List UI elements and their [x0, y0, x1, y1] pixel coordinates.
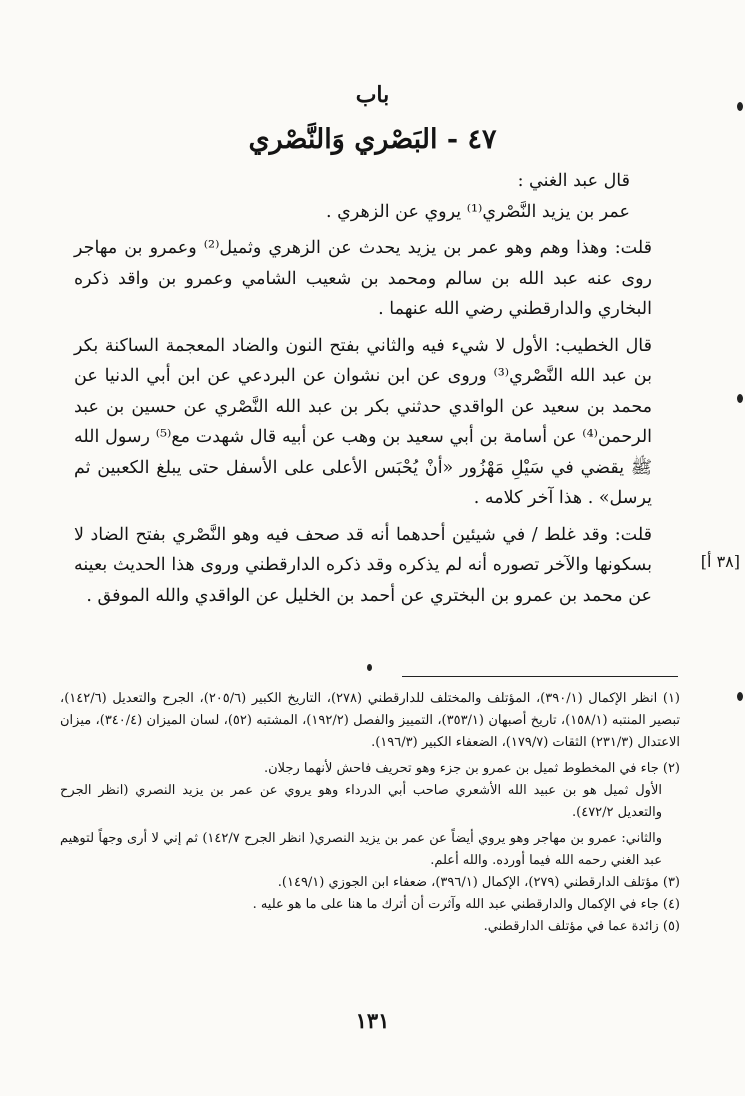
footnote-2: (٢) جاء في المخطوط ثميل بن عمرو بن جزء وهو تحريف فاحش لأنهما رجلان.: [263, 761, 680, 776]
paragraph-4: قال الخطيب: الأول لا شيء فيه والثاني بفتح النون والضاد المعجمة الساكنة بكر بن عبد الله النَّصْري⁽³⁾ وروى عن ابن نشوان عن البردعي عن ابن أبي الدنيا عن محمد بن سعيد عن الواقدي حدثني بكر بن عبد الله النَّصْري عن حسين بن عبد الرحمن⁽⁴⁾ عن أسامة بن أبي سعيد بن وهب عن أبيه قال شهدت مع⁽⁵⁾ رسول الله ﷺ يقضي في سَيْلِ مَهْزُور «أنْ يُحْبَس الأعلى على الأسفل حتى يبلغ الكعبين ثم يرسل» . هذا آخر كلامه .: [74, 335, 653, 508]
chapter-heading: باب: [355, 82, 390, 108]
footnote-2-part-2: والثاني: عمرو بن مهاجر وهو يروي أيضاً عن عمر بن يزيد النصري( انظر الجرح ١٤٢/٧) ثم إني لا أرى وجهاً لتوهيم عبد الغني رحمه الله فيما أورده. والله أعلم.: [60, 831, 662, 868]
margin-dot: [737, 102, 743, 111]
margin-dot: [737, 394, 743, 403]
main-text: [74, 166, 680, 611]
manuscript-folio-marker: [٣٨ أ]: [700, 552, 740, 571]
chapter-title: ٤٧ - البَصْري وَالنَّصْري: [248, 124, 497, 155]
footnote-3: (٣) مؤتلف الدارقطني (٢٧٩)، الإكمال (٣٩٦/١)، ضعفاء ابن الجوزي (١٤٩/١).: [277, 875, 680, 890]
paragraph-1: قال عبد الغني :: [517, 171, 630, 191]
margin-dot: [737, 692, 743, 701]
center-dot: [367, 664, 372, 671]
paragraph-3: قلت: وهذا وهم وهو عمر بن يزيد يحدث عن الزهري وثميل⁽²⁾ وعمرو بن مهاجر روى عنه عبد الله بن سالم ومحمد بن شعيب الشامي وعمرو بن واقد ذكره البخاري والدارقطني رضي الله عنهما .: [74, 238, 652, 319]
footnote-2-part-1: الأول ثميل هو بن عبيد الله الأشعري صاحب أبي الدرداء وهو يروي عن عمر بن يزيد النصري (انظر الجرح والتعديل ٤٧٢/٢).: [60, 783, 662, 820]
footnote-4: (٤) جاء في الإكمال والدارقطني عبد الله وآثرت أن أترك ما هنا على ما هو عليه .: [252, 897, 680, 912]
page-number: ١٣١: [355, 1008, 390, 1033]
paragraph-5: قلت: وقد غلط / في شيئين أحدهما أنه قد صحف فيه وهو النَّصْري بفتح الضاد لا بسكونها والآخر تصوره أنه لم يذكره وقد ذكره الدارقطني وروى هذا الحديث بعينه عن محمد بن عمرو بن البختري عن أحمد بن الخليل عن الواقدي والله الموفق .: [74, 524, 652, 606]
footnote-separator: [402, 676, 678, 677]
footnote-1: (١) انظر الإكمال (٣٩٠/١)، المؤتلف والمختلف للدارقطني (٢٧٨)، التاريخ الكبير (٢٠٥/٦)، الجرح والتعديل (١٤٢/٦)، تبصير المنتبه (١٥٨/١)، تاريخ أصبهان (٣٥٣/١)، التمييز والفصل (١٩٢/٢)، المشتبه (٥٢)، لسان الميزان (٣٤٠/٤)، ميزان الاعتدال (٢٣١/٣) الثقات (١٧٩/٧)، الضعفاء الكبير (١٩٦/٣).: [60, 691, 680, 750]
footnotes: [60, 688, 680, 938]
footnote-5: (٥) زائدة عما في مؤتلف الدارقطني.: [483, 919, 680, 934]
paragraph-2: عمر بن يزيد النَّصْري⁽¹⁾ يروي عن الزهري .: [326, 201, 630, 222]
